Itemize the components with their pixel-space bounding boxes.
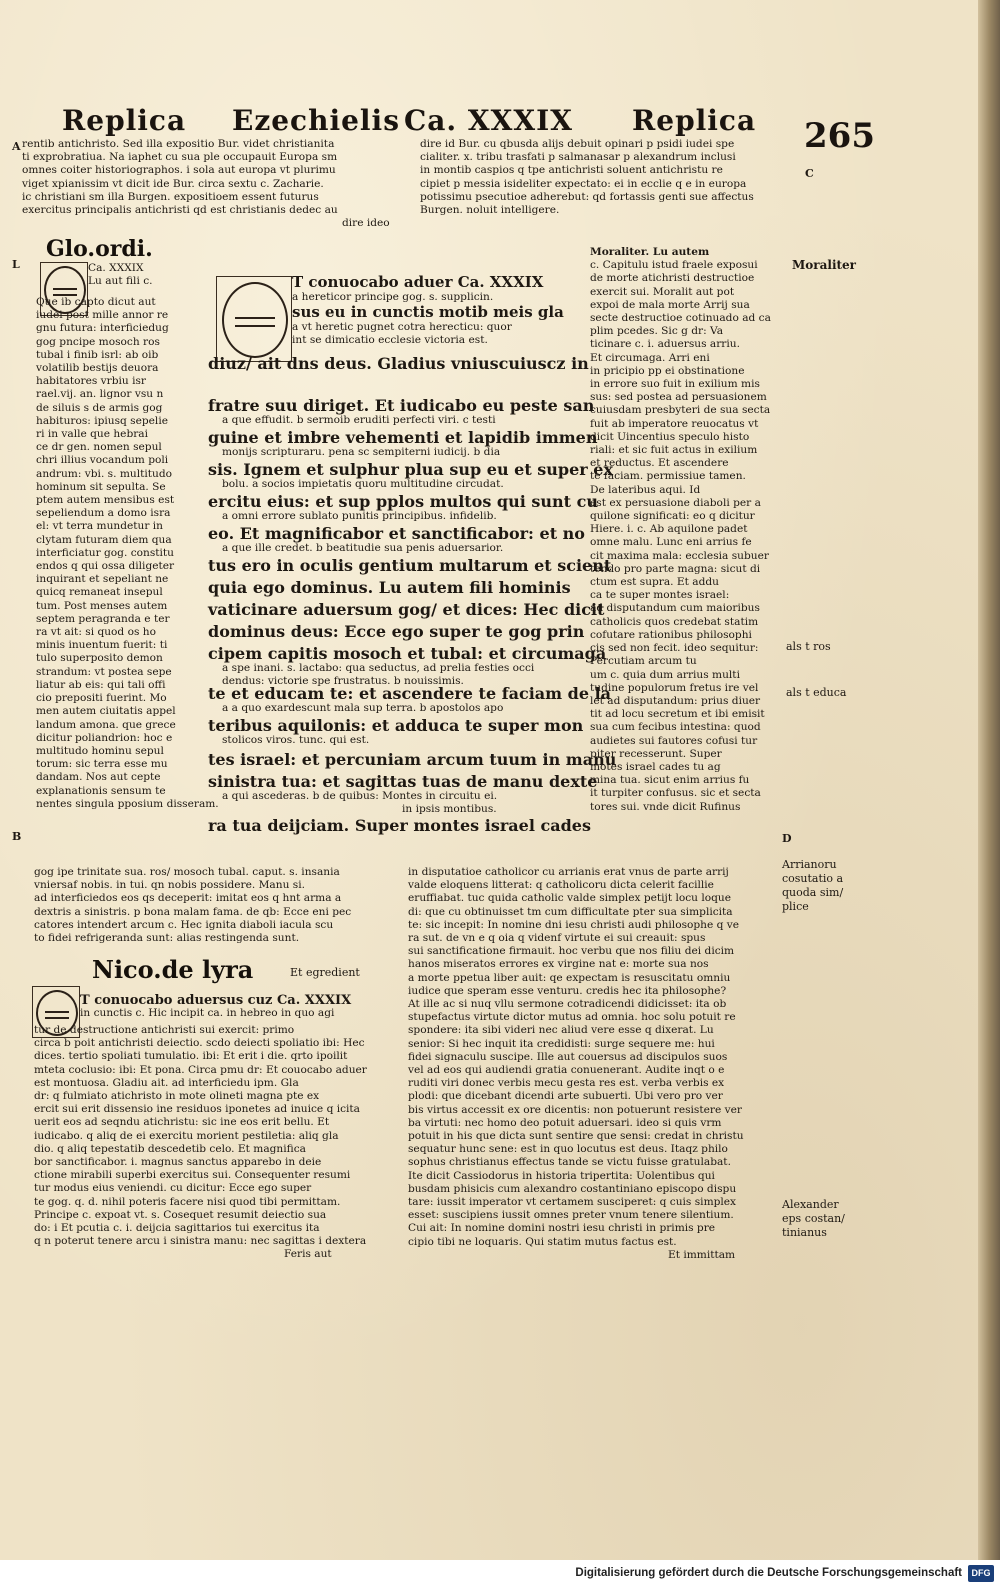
text-line: Ca. XXXIX: [88, 262, 144, 274]
main-line-6: [208, 556, 612, 576]
text-line: Que ib capto dicut aut: [36, 296, 156, 308]
text-line: busdam phisicis cum alexandro costantiniano episcopo dispu: [408, 1182, 737, 1195]
text-line: tur modus eius veniendi. cu dicitur: Ecce ego super: [34, 1182, 312, 1195]
text-line: cit maxima mala: ecclesia subuer: [590, 549, 769, 562]
text-line: quilone significati: eo q dicitur: [590, 510, 755, 523]
margin-note-ros: als t ros: [786, 640, 831, 653]
text-line: te faciam. permissiue tamen.: [590, 470, 746, 483]
text-line: vaticinare aduersum gog/ et dices: Hec dicit: [208, 600, 605, 619]
text-line: sus eu in cunctis motib meis gla: [292, 303, 564, 322]
text-line: in errore suo fuit in exilium mis: [590, 378, 760, 391]
main-line-9: [208, 622, 585, 642]
main-line-0: [208, 354, 589, 374]
text-line: tudine populorum fretus ire vel: [590, 681, 759, 694]
text-line: viget xpianissim vt dicit ide Bur. circa sextu c. Zacharie.: [22, 177, 324, 190]
text-line: monijs scripturaru. pena sc sempiterni iudicij. b dia: [222, 446, 501, 458]
text-line: Percutiam arcum tu: [590, 655, 697, 668]
gloss-line-7: [222, 702, 562, 716]
text-line: di: que cu obtinuisset tm cum difficultate pter sua simplicita: [408, 905, 733, 918]
dfg-logo: DFG: [968, 1565, 994, 1582]
text-line: strandum: vt postea sepe: [36, 665, 172, 678]
text-line: bor sanctificabor. i. magnus sanctus apparebo in deie: [34, 1156, 322, 1169]
text-line: tes israel: et percuniam arcum tuum in manu: [208, 750, 617, 769]
text-line: sus: sed postea ad persuasionem: [590, 391, 767, 404]
text-line: gnu futura: interficiedug: [36, 322, 169, 335]
text-line: T conuocabo aduersus cuz Ca. XXXIX: [80, 993, 352, 1008]
text-line: mina tua. sicut enim arrius fu: [590, 774, 750, 787]
text-line: exercitus principalis antichristi qd est christianis dedec au: [22, 204, 338, 217]
text-line: Et immittam: [668, 1248, 736, 1261]
text-line: tulo superposito demon: [36, 652, 163, 665]
gloss-line-0: [222, 414, 562, 428]
text-line: omnes coiter historiographos. i sola aut europa vt plurimu: [22, 164, 336, 177]
text-line: landum amona. que grece: [36, 718, 176, 731]
text-line: a morte ppetua liber auit: qe expectam is resuscitatu omniu: [408, 971, 731, 984]
text-line: nentes singula pposium disseram.: [36, 797, 219, 810]
text-line: tendo pro parte magna: sicut di: [590, 562, 761, 575]
text-line: dio. q aliq tepestatib descedetib celo. Et magnifica: [34, 1142, 306, 1155]
text-line: rentib antichristo. Sed illa expositio Bur. videt christianita: [22, 138, 335, 150]
text-line: um c. quia dum arrius multi: [590, 668, 740, 681]
text-line: ri in valle que hebrai: [36, 428, 148, 441]
text-line: ctum est supra. Et addu: [590, 576, 719, 589]
main-line-11: [208, 684, 612, 704]
main-line-4: [208, 492, 598, 512]
text-line: cofutare rationibus philosophi: [590, 628, 752, 641]
text-line: iudicabo. q aliq de ei exercitu morient pestiletia: aliq gla: [34, 1129, 339, 1142]
text-line: catholicis quos credebat statim: [590, 615, 759, 628]
text-line: De lateribus aqui. Id: [590, 483, 701, 496]
text-line: Feris aut: [284, 1248, 332, 1261]
text-line: exercit sui. Moralit aut pot: [590, 285, 735, 298]
main-line-3: [208, 460, 614, 480]
text-line: cipiet p messia isideliter expectato: ei in ecclie q e in europa: [420, 177, 747, 190]
text-line: senior: Si hec inquit ita credidisti: surge sequere me: hui: [408, 1037, 715, 1050]
text-line: dicitur poliandrion: hoc e: [36, 731, 173, 744]
text-line: fratre suu diriget. Et iudicabo eu peste san: [208, 396, 595, 415]
text-line: Cui ait: In nomine domini nostri iesu christi in primis pre: [408, 1222, 716, 1235]
text-line: omne malu. Lunc eni arrius fe: [590, 536, 752, 549]
text-line: te gog. q. d. nihil poteris facere nisi quod tibi permittam.: [34, 1195, 341, 1208]
text-line: minis inuentum fuerit: ti: [36, 639, 168, 652]
text-line: valde eloquens litterat: q catholicoru dicta celerit facillie: [408, 879, 714, 892]
margin-letter-b: B: [12, 830, 22, 843]
gloss-line-4: [222, 542, 562, 556]
text-line: ra sut. de vn e q oia q videnf virtute ei sui creauit: spus: [408, 932, 706, 945]
text-line: dire ideo: [342, 217, 390, 230]
main-line-5: [208, 524, 585, 544]
text-line: stupefactus virtute dictor mutus ad omnia. hoc solu potuit re: [408, 1011, 736, 1024]
text-line: int se dimicatio ecclesie victoria est.: [292, 334, 488, 347]
text-line: interficiatur gog. constitu: [36, 546, 174, 559]
text-line: dicit Uincentius speculo histo: [590, 430, 750, 443]
text-line: torum: sic terra esse mu: [36, 758, 168, 771]
text-line: plim pcedes. Sic g dr: Va: [590, 325, 724, 338]
text-line: tur de destructione antichristi sui exercit: primo: [34, 1024, 295, 1036]
text-line: inquirant et sepeliant ne: [36, 573, 169, 586]
text-line: habituros: ipiusq sepelie: [36, 414, 168, 427]
text-line: bolu. a socios impietatis quoru multitudine circudat.: [222, 478, 504, 490]
text-line: a spe inani. s. lactabo: qua seductus, ad prelia festies occi: [222, 662, 535, 674]
text-line: Ite dicit Cassiodorus in historia tripertita: Uolentibus qui: [408, 1169, 715, 1182]
main-initial-letter: [222, 282, 288, 358]
text-line: dr: q fulmiato atichristo in mote olineti magna pte ex: [34, 1090, 320, 1103]
text-line: diuz/ ait dns deus. Gladius vniuscuiuscz in: [208, 354, 589, 373]
text-line: in pricipio pp ei obstinatione: [590, 364, 745, 377]
margin-note-moraliter: Moraliter: [792, 258, 857, 272]
text-line: tus ero in oculis gentium multarum et scient: [208, 556, 612, 575]
text-line: eruffiabat. tuc quida catholic valde simplex petijt locu loque: [408, 892, 731, 905]
footer-bar: [0, 1560, 1000, 1588]
text-line: hominum sit sepulta. Se: [36, 480, 166, 493]
glossa-heading: Glo.ordi.: [46, 236, 153, 262]
text-line: in disputatioe catholicor cu arrianis erat vnus de parte arrij: [408, 866, 729, 878]
lower-left-gloss: [34, 866, 404, 950]
text-line: do: i Et pcutia c. i. deijcia sagittarios tui exercitus ita: [34, 1222, 320, 1235]
header-right: Replica: [632, 104, 757, 137]
text-line: ad interficiedos eos qs deceperit: imitat eos q hnt arma a: [34, 892, 342, 905]
text-line: dextris a sinistris. p bona malam fama. de qb: Ecce eni pec: [34, 905, 352, 918]
main-line-13: [208, 750, 617, 770]
text-line: habitatores vrbiu isr: [36, 375, 146, 388]
text-line: de siluis s de armis gog: [36, 401, 163, 414]
text-line: quia ego dominus. Lu autem fili hominis: [208, 578, 571, 597]
moraliter-column: [590, 246, 780, 858]
main-line-14: [208, 772, 598, 792]
text-line: let ad disputandum: prius diuer: [590, 694, 761, 707]
text-line: circa b poit antichristi deiectio. scdo deiecti spoliatio ibi: Hec: [34, 1037, 365, 1050]
gloss-left-column: [36, 296, 218, 856]
text-line: dendus: victorie spe frustratus. b nouissimis.: [222, 675, 464, 688]
main-line-2: [208, 428, 598, 448]
text-line: expoi de mala morte Arrij sua: [590, 298, 750, 311]
text-line: riali: et sic fuit actus in exilium: [590, 444, 758, 457]
text-line: cipio tibi ne loquaris. Qui statim mutus factus est.: [408, 1235, 677, 1248]
lower-right-commentary: [408, 866, 780, 1306]
text-line: explanationis sensum te: [36, 784, 166, 797]
text-line: vniersaf nobis. in tui. qn nobis possidere. Manu si.: [34, 879, 305, 892]
text-line: a omni errore sublato punitis principibus. infidelib.: [222, 510, 497, 522]
text-line: tores sui. vnde dicit Rufinus: [590, 800, 741, 813]
text-line: men autem ciuitatis appel: [36, 705, 176, 718]
page-edge: [978, 0, 1000, 1560]
text-line: dices. tertio spoliati tumulatio. ibi: Et erit i die. qrto ipoilit: [34, 1050, 348, 1063]
text-line: cuiusdam presbyteri de sua secta: [590, 404, 771, 417]
text-line: ruditi viri donec verbis mecu gesta res est. verba verbis ex: [408, 1077, 725, 1090]
text-line: cis sed non fecit. ideo sequitur:: [590, 642, 759, 655]
text-line: te et educam te: et ascendere te faciam de la: [208, 684, 612, 703]
text-line: ercit sui erit dissensio ine residuos iponetes ad inuice q icita: [34, 1103, 360, 1116]
text-line: andrum: vbi. s. multitudo: [36, 467, 172, 480]
text-line: ercitu eius: et sup pplos multos qui sunt cu: [208, 492, 598, 511]
text-line: potuit in his que dicta sunt sentire que sensi: credat in christu: [408, 1130, 744, 1143]
lyra-commentary: [34, 1024, 404, 1300]
text-line: esset: suscipiens iussit omnes preter vnum tenere silentium.: [408, 1209, 734, 1222]
text-line: it turpiter confusus. sic et secta: [590, 787, 761, 800]
text-line: ic christiani sm illa Burgen. expositioem essent futurus: [22, 190, 319, 203]
text-line: sepeliendum a domo isra: [36, 507, 171, 520]
text-line: el: vt terra mundetur in: [36, 520, 164, 533]
text-line: a que ille credet. b beatitudie sua penis aduersarior.: [222, 542, 504, 554]
footer-credit: Digitalisierung gefördert durch die Deutsche Forschungsgemeinschaft: [575, 1567, 962, 1579]
text-line: uerit eos ad seqndu atichristu: sic ine eos erit bellu. Et: [34, 1116, 330, 1129]
text-line: a hereticor principe gog. s. supplicin.: [292, 291, 494, 303]
text-line: tubal i finib isrl: ab oib: [36, 348, 159, 361]
text-line: iudice que speram esse venturu. credis hec ita philosophe?: [408, 984, 727, 997]
text-line: et reductus. Et ascendere: [590, 457, 729, 470]
text-line: tum. Post menses autem: [36, 599, 168, 612]
lyra-note: Et egredient: [290, 966, 360, 979]
text-line: fidei signaculu suscipe. Ille aut couersus ad discipulos suos: [408, 1050, 728, 1063]
gloss-line-3: [222, 510, 562, 524]
text-line: hanos miseratos errores ex virgine nat e: morte sua nos: [408, 958, 709, 971]
margin-letter-c: C: [805, 167, 814, 180]
text-line: sis. Ignem et sulphur plua sup eu et super ex: [208, 460, 614, 479]
text-line: dandam. Nos aut cepte: [36, 771, 161, 784]
main-line-7: [208, 578, 571, 598]
lyra-heading: Nico.de lyra: [92, 955, 254, 984]
text-line: dire id Bur. cu qbusda alijs debuit opinari p psidi iudei spe: [420, 138, 735, 150]
top-right-block: [420, 138, 790, 240]
margin-note-educa: als t educa: [786, 686, 847, 699]
text-line: in ipsis montibus.: [402, 803, 497, 816]
main-line-12: [208, 716, 584, 736]
text-line: ra vt ait: si quod os ho: [36, 626, 156, 639]
main-line-15: [208, 816, 591, 836]
lyra-head: [80, 994, 404, 1024]
text-line: ad disputandum cum maioribus: [590, 602, 760, 615]
text-line: ti exprobratiua. Na iaphet cu sua ple occupauit Europa sm: [22, 151, 338, 164]
text-line: secte destructioe cotinuado ad ca: [590, 312, 771, 325]
text-line: sinistra tua: et sagittas tuas de manu dexte: [208, 772, 598, 791]
text-line: rael.vij. an. lignor vsu n: [36, 388, 164, 401]
text-line: T conuocabo aduer Ca. XXXIX: [292, 273, 544, 291]
text-line: ra tua deijciam. Super montes israel cades: [208, 816, 591, 835]
text-line: ptem autem mensibus est: [36, 494, 175, 507]
text-line: a a quo exardescunt mala sup terra. b apostolos apo: [222, 702, 504, 714]
header-chapter: Ca. XXXIX: [404, 104, 573, 137]
text-line: piter recesserunt. Super: [590, 747, 722, 760]
text-line: a qui ascederas. b de quibus: Montes in circuitu ei.: [222, 790, 498, 802]
text-line: mteta coclusio: ibi: Et pona. Circa pmu dr: Et couocabo aduer: [34, 1063, 367, 1076]
text-line: tare: iussit imperator vt certamem susciperet: q cuis simplex: [408, 1196, 737, 1209]
text-line: guine et imbre vehementi et lapidib immen: [208, 428, 598, 447]
text-line: gog ipe trinitate sua. ros/ mosoch tubal. caput. s. insania: [34, 866, 340, 878]
text-line: Burgen. noluit intelligere.: [420, 204, 560, 217]
text-line: a vt heretic pugnet cotra herecticu: quor: [292, 321, 512, 334]
margin-note-alexander: Alexander eps costan/ tinianus: [782, 1198, 845, 1239]
text-line: At ille ac si nuq vllu sermone cotradicendi didicisset: ita ob: [408, 998, 727, 1011]
gloss-line-8: [222, 734, 562, 748]
text-line: ctione mirabili superbi exercitus sui. Consequenter resumi: [34, 1169, 351, 1182]
text-line: ticinare c. i. aduersus arriu.: [590, 338, 740, 351]
text-line: te: sic incepit: In nomine dni iesu christi audi philosophe q ve: [408, 918, 740, 931]
text-line: in montib caspios q tpe antichristi soluent antichristu re: [420, 164, 723, 177]
text-line: spondere: ita sibi videri nec aliud vere esse q dixerat. Lu: [408, 1024, 714, 1037]
text-line: q n poterut tenere arcu i sinistra manu: nec sagittas i dextera: [34, 1235, 367, 1248]
text-line: clytam futuram diem qua: [36, 533, 172, 546]
text-line: teribus aquilonis: et adduca te super mon: [208, 716, 584, 735]
gloss-line-1: [222, 446, 562, 460]
text-line: ba virtuti: nec homo deo potuit aduersari. ideo si quis vrm: [408, 1116, 722, 1129]
text-line: volatilib bestijs deuora: [36, 362, 159, 375]
text-line: Moraliter. Lu autem: [590, 246, 710, 258]
text-line: chri illius vocandum poli: [36, 454, 169, 467]
text-line: sophus christianus effectus tande se victu fuisse gratulabat.: [408, 1156, 731, 1169]
text-line: vel ad eos qui audiendi gratia conuenerant. Audite inqt o e: [408, 1064, 725, 1077]
text-line: cipem capitis mosoch et tubal: et circumaga: [208, 644, 607, 663]
text-line: multitudo hominu sepul: [36, 744, 164, 757]
text-line: tit ad locu secretum et ibi emisit: [590, 708, 765, 721]
margin-letter-l: L: [12, 258, 20, 271]
text-line: septem peragranda e ter: [36, 612, 170, 625]
margin-note-arrianorum: Arrianoru cosutatio a quoda sim/ plice: [782, 858, 844, 913]
text-line: in cunctis c. Hic incipit ca. in hebreo in quo agi: [80, 1007, 335, 1020]
text-line: Lu aut fili c.: [88, 275, 153, 288]
text-line: cio prepositi fuerint. Mo: [36, 692, 167, 705]
text-line: ce dr gen. nomen sepul: [36, 441, 162, 454]
text-line: Hiere. i. c. Ab aquilone padet: [590, 523, 748, 536]
text-line: gog pncipe mosoch ros: [36, 335, 160, 348]
text-line: bis virtus accessit ex ore dicentis: non potuerunt resistere ver: [408, 1103, 742, 1116]
text-line: quicq remaneat insepul: [36, 586, 163, 599]
header-center: Ezechielis: [232, 104, 400, 137]
text-line: Principe c. expoat vt. s. Cosequet resumit deiectio sua: [34, 1208, 327, 1221]
text-line: sui sanctificatione firmauit. hoc verbu que nos filiu dei dicim: [408, 945, 735, 958]
text-line: sequatur hunc sene: est in quo locutus est deus. Itaqz philo: [408, 1143, 728, 1156]
gloss-line-9: [222, 790, 562, 818]
text-line: potissimu psecutioe adherebut: qd fortassis genti sue affectus: [420, 190, 754, 203]
text-line: est montuosa. Gladiu ait. ad interficiedu ipm. Gla: [34, 1076, 299, 1089]
page-number: 265: [804, 116, 875, 156]
text-line: liatur ab eis: qui tali offi: [36, 678, 166, 691]
text-line: fuit ab imperatore reuocatus vt: [590, 417, 759, 430]
text-line: sua cum fecibus intestina: quod: [590, 721, 761, 734]
margin-letter-d: D: [782, 832, 792, 845]
text-line: endos q qui ossa diligeter: [36, 560, 175, 573]
text-line: eo. Et magnificabor et sanctificabor: et no: [208, 524, 585, 543]
margin-letter-a: A: [12, 140, 21, 153]
text-line: ca te super montes israel:: [590, 589, 730, 602]
header-left: Replica: [62, 104, 187, 137]
main-line-8: [208, 600, 605, 620]
gloss-line-2: [222, 478, 562, 492]
text-line: audietes sui fautores cofusi tur: [590, 734, 758, 747]
text-line: catores intendert arcum c. Hec ignita diaboli iacula scu: [34, 918, 334, 931]
text-line: motes israel cades tu ag: [590, 760, 721, 773]
text-line: plodi: que dicebant dicendi arte subuerti. Ubi vero pro ver: [408, 1090, 723, 1103]
text-line: cialiter. x. tribu trasfati p salmanasar p alexandrum inclusi: [420, 151, 736, 164]
text-line: Et circumaga. Arri eni: [590, 351, 710, 364]
main-head-block: [292, 274, 564, 352]
text-line: dominus deus: Ecce ego super te gog prin: [208, 622, 585, 641]
main-line-10: [208, 644, 607, 664]
text-line: est ex persuasione diaboli per a: [590, 496, 761, 509]
text-line: stolicos viros. tunc. qui est.: [222, 734, 370, 746]
text-line: de morte atichristi destructioe: [590, 272, 755, 285]
text-line: a que effudit. b sermoib eruditi perfecti viri. c testi: [222, 414, 496, 426]
main-line-1: [208, 396, 595, 416]
text-line: to fidei refrigeranda sunt: alias restingenda sunt.: [34, 932, 300, 945]
text-line: c. Capitulu istud fraele exposui: [590, 259, 758, 272]
text-line: iudei post mille annor re: [36, 309, 169, 322]
